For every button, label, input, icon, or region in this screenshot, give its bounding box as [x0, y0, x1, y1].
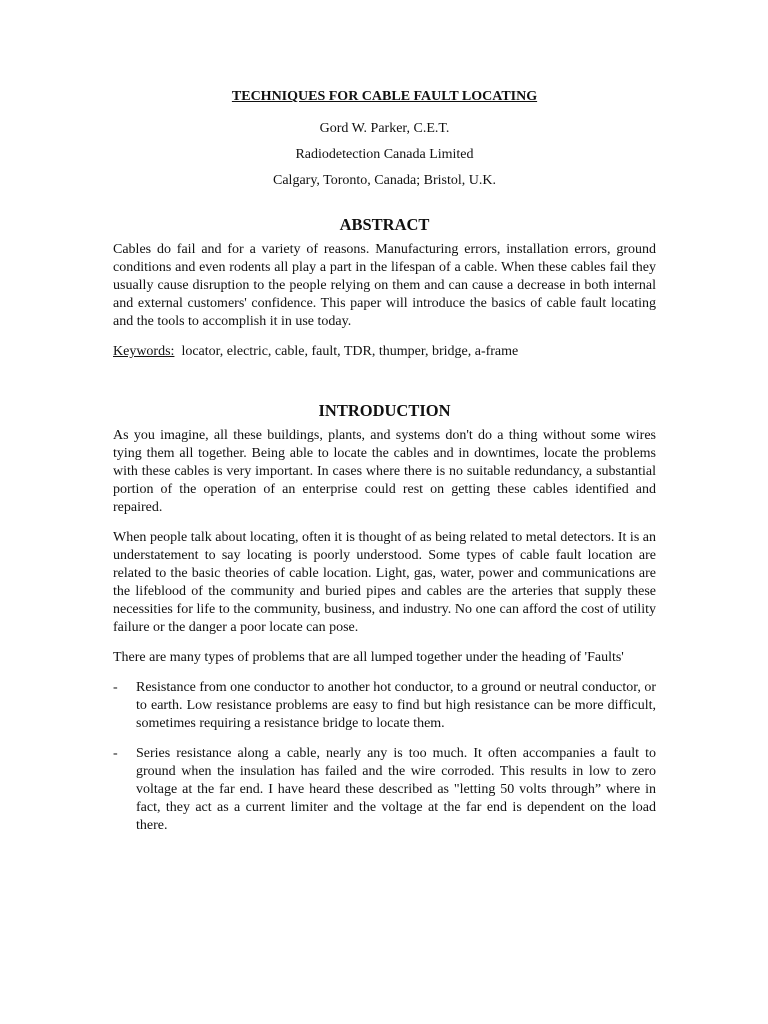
paper-page — [113, 88, 656, 847]
bullet-text: Resistance from one conductor to another hot conductor, to a ground or neutral conductor, or to earth. Low resistance problems are easy to find but high resistance can be more difficult, sometimes requiring a resistance bridge to locate them. — [136, 680, 656, 731]
bullet-marker: - — [113, 746, 118, 761]
author-name: Gord W. Parker, C.E.T. — [319, 121, 450, 136]
intro-paragraph: There are many types of problems that are all lumped together under the heading of 'Faults' — [113, 650, 624, 665]
abstract-text: Cables do fail and for a variety of reasons. Manufacturing errors, installation errors, ground conditions and even rodents all play a part in the lifespan of a cable. When these cables fail they usually cause disruption to the people relying on them and can cause a decrease in both internal and external customers' confidence. This paper will introduce the basics of cable fault locating and the tools to accomplish it in use today. — [113, 242, 656, 329]
keywords-line — [113, 343, 656, 361]
intro-paragraph: As you imagine, all these buildings, plants, and systems don't do a thing without some wires tying them all together. Being able to locate the cables and in downtimes, locate the problems with these cables is very important. In cases where there is no suitable redundancy, a substantial portion of the operation of an enterprise could rest on getting these cables identified and repaired. — [113, 428, 656, 515]
bullet-text: Series resistance along a cable, nearly any is too much. It often accompanies a fault to ground when the insulation has failed and the wire corroded. This results in low to zero voltage at the far end. I have heard these described as "letting 50 volts through” where in fact, they act as a current limiter and the voltage at the far end is dependent on the load there. — [136, 746, 656, 833]
keywords-label: Keywords: — [113, 344, 175, 359]
author-affiliation: Radiodetection Canada Limited — [295, 147, 474, 162]
bullet-marker: - — [113, 680, 118, 695]
paper-title: TECHNIQUES FOR CABLE FAULT LOCATING — [231, 89, 538, 104]
bullet-item — [113, 679, 656, 733]
abstract-heading: ABSTRACT — [339, 215, 430, 234]
author-location: Calgary, Toronto, Canada; Bristol, U.K. — [273, 173, 496, 188]
bullet-item — [113, 745, 656, 835]
introduction-heading: INTRODUCTION — [318, 401, 451, 420]
intro-paragraph: When people talk about locating, often it is thought of as being related to metal detectors. It is an understatement to say locating is poorly understood. Some types of cable fault location are related to the basic theories of cable location. Light, gas, water, power and communications are the lifeblood of the community and buried pipes and cables are the arteries that supply these necessities for life to the community, business, and industry. No one can afford the cost of utility failure or the danger a poor locate can pose. — [113, 530, 656, 635]
keywords-list: locator, electric, cable, fault, TDR, thumper, bridge, a-frame — [181, 344, 519, 359]
